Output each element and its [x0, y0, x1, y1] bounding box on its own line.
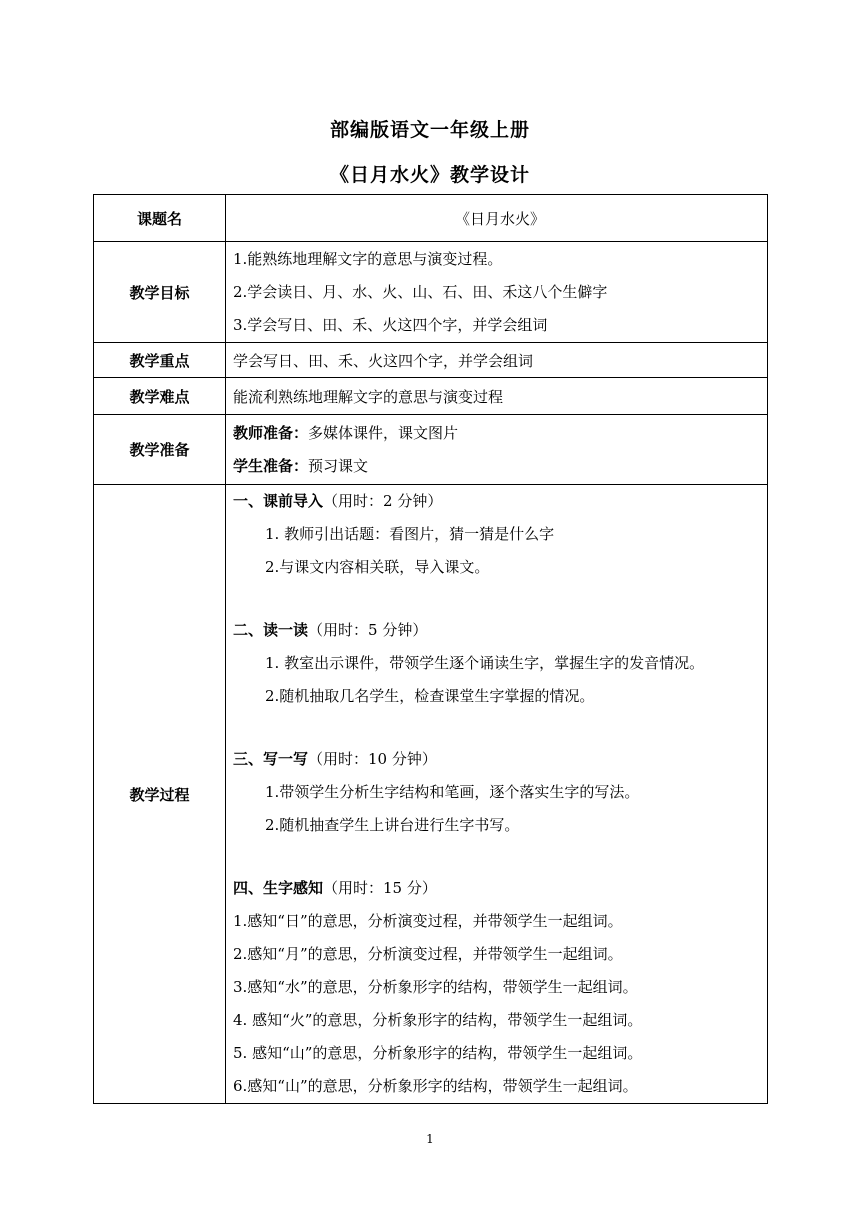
row-difficulty [94, 378, 768, 415]
course-value: 《日月水火》 [226, 195, 768, 242]
row-process [94, 485, 768, 1104]
process-item: 5. 感知“山”的意思，分析象形字的结构，带领学生一起组词。 [233, 1044, 643, 1062]
difficulty-value: 能流利熟练地理解文字的意思与演变过程 [226, 378, 768, 415]
prep-head: 教师准备： [233, 423, 309, 442]
section-heading [233, 872, 767, 905]
prep-cell [226, 415, 768, 485]
prep-text: 多媒体课件，课文图片 [308, 423, 459, 442]
row-prep [94, 415, 768, 485]
process-item: 2.随机抽取几名学生，检查课堂生字掌握的情况。 [265, 687, 595, 705]
process-item: 6.感知“山”的意思，分析象形字的结构，带领学生一起组词。 [233, 1077, 638, 1095]
prep-item [233, 417, 767, 450]
goals-label: 教学目标 [94, 242, 226, 343]
prep-label: 教学准备 [94, 415, 226, 485]
process-item: 1. 教师引出话题：看图片，猜一猜是什么字 [265, 525, 555, 543]
key-label: 教学重点 [94, 343, 226, 378]
goal-item: 2.学会读日、月、水、火、山、石、田、禾这八个生僻字 [233, 282, 608, 301]
goal-item: 3.学会写日、田、禾、火这四个字，并学会组词 [233, 315, 548, 334]
process-cell [226, 485, 768, 1104]
row-goals [94, 242, 768, 343]
prep-item [233, 450, 767, 483]
prep-text: 预习课文 [308, 456, 369, 475]
document-title: 部编版语文一年级上册 [329, 119, 530, 141]
section-head: 一、课前导入 [233, 492, 324, 510]
process-item: 4. 感知“火”的意思，分析象形字的结构，带领学生一起组词。 [233, 1011, 643, 1029]
process-item: 1. 教室出示课件，带领学生逐个诵读生字，掌握生字的发音情况。 [265, 654, 705, 672]
section-time: （用时：2 分钟） [323, 492, 443, 510]
section-heading [233, 743, 767, 776]
key-value: 学会写日、田、禾、火这四个字，并学会组词 [226, 343, 768, 378]
lesson-plan-table [93, 194, 768, 1104]
document-subtitle: 《日月水火》教学设计 [329, 164, 530, 186]
section-head: 三、写一写 [233, 750, 309, 768]
section-head: 二、读一读 [233, 621, 309, 639]
process-item: 1.感知“日”的意思，分析演变过程，并带领学生一起组词。 [233, 912, 623, 930]
goals-cell [226, 242, 768, 343]
process-item: 2.随机抽查学生上讲台进行生字书写。 [265, 816, 520, 834]
difficulty-label: 教学难点 [94, 378, 226, 415]
row-course [94, 195, 768, 242]
section-time: （用时：10 分钟） [308, 750, 437, 768]
process-item: 1.带领学生分析生字结构和笔画，逐个落实生字的写法。 [265, 783, 640, 801]
process-item: 3.感知“水”的意思，分析象形字的结构，带领学生一起组词。 [233, 978, 638, 996]
goal-item: 1.能熟练地理解文字的意思与演变过程。 [233, 249, 503, 268]
section-time: （用时：15 分） [323, 879, 437, 897]
process-item: 2.与课文内容相关联，导入课文。 [265, 558, 490, 576]
prep-head: 学生准备： [233, 456, 309, 475]
course-label: 课题名 [94, 195, 226, 242]
section-heading [233, 485, 767, 518]
page-number: 1 [426, 1132, 434, 1146]
section-heading [233, 614, 767, 647]
section-head: 四、生字感知 [233, 879, 324, 897]
section-time: （用时：5 分钟） [308, 621, 428, 639]
process-label: 教学过程 [94, 485, 226, 1104]
row-key [94, 343, 768, 378]
process-item: 2.感知“月”的意思，分析演变过程，并带领学生一起组词。 [233, 945, 623, 963]
